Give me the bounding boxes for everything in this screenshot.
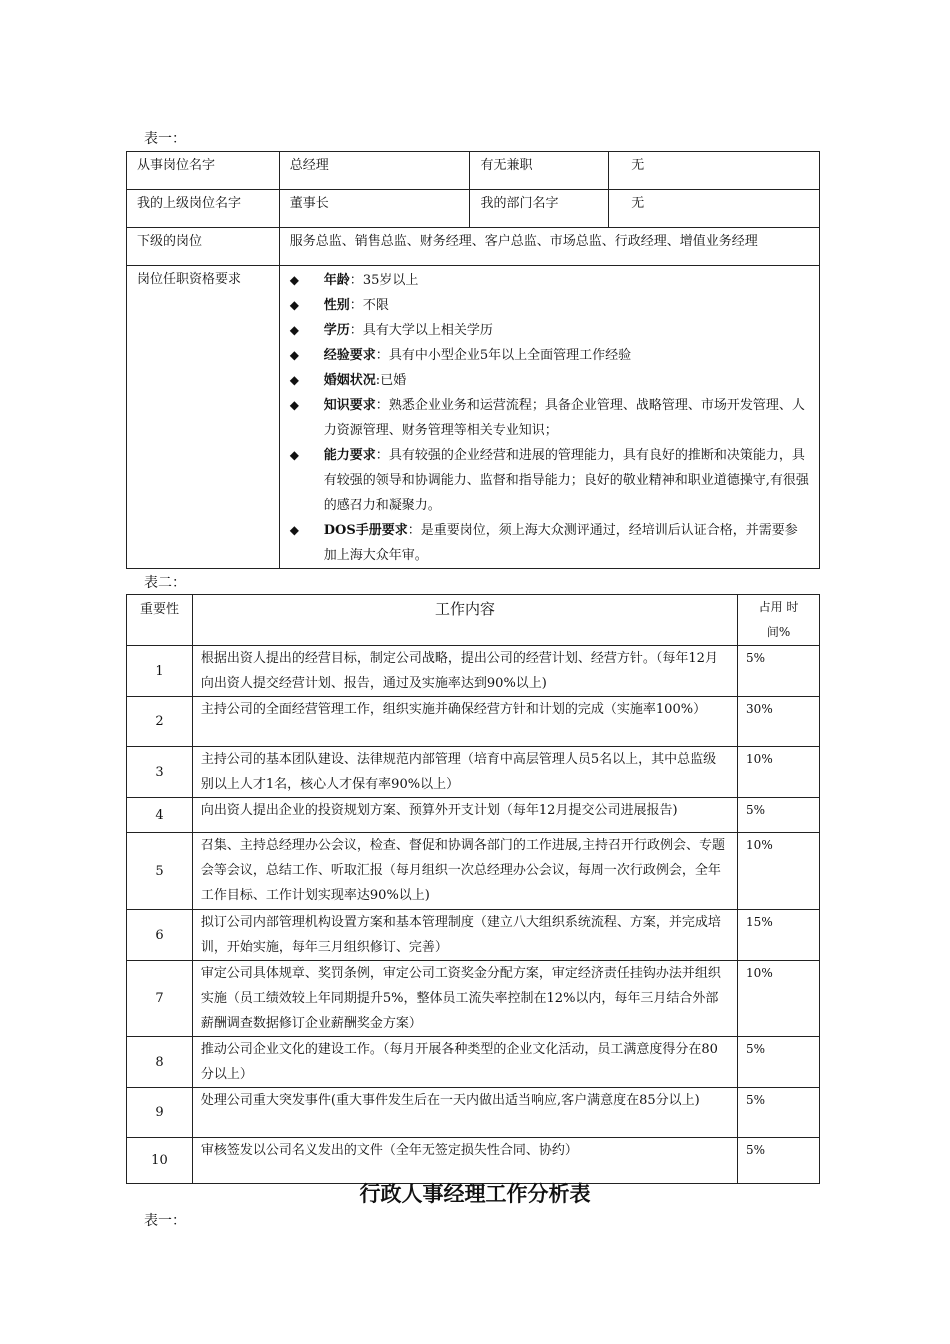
row-percent: 5% [738, 798, 820, 833]
table1-caption: 表一： [144, 131, 186, 147]
row-percent: 5% [738, 1138, 820, 1184]
department-label: 我的部门名字 [470, 190, 609, 228]
diamond-bullet-icon: ◆ [289, 448, 300, 462]
work-content-table [126, 594, 820, 1184]
row-percent: 5% [738, 1088, 820, 1138]
diamond-bullet-icon: ◆ [289, 323, 300, 337]
row-percent: 5% [738, 646, 820, 697]
table-row [127, 266, 820, 569]
job-title-label: 从事岗位名字 [127, 152, 280, 190]
row-content: 审定公司具体规章、奖罚条例，审定公司工资奖金分配方案，审定经济责任挂钩办法并组织实施（员工绩效较上年同期提升5%，整体员工流失率控制在12%以内，每年三月结合外部薪酬调查数据修订企业薪酬奖金方案） [192, 961, 737, 1037]
row-content: 审核签发以公司名义发出的文件（全年无签定损失性合同、协约） [192, 1138, 737, 1184]
list-item: ◆ 能力要求：具有较强的企业经营和进展的管理能力，具有良好的推断和决策能力，具有较强的领导和协调能力、监督和指导能力；良好的敬业精神和职业道德操守,有很强的感召力和凝聚力。 [290, 443, 809, 518]
table-row [127, 646, 820, 697]
row-percent: 10% [738, 833, 820, 910]
time-header: 占用 时间% [738, 595, 820, 646]
importance-header: 重要性 [127, 595, 193, 646]
diamond-bullet-icon: ◆ [289, 373, 300, 387]
table-row [127, 190, 820, 228]
table-row [127, 1037, 820, 1088]
row-percent: 10% [738, 747, 820, 798]
row-content: 主持公司的全面经营管理工作，组织实施并确保经营方针和计划的完成（实施率100%） [192, 697, 737, 747]
row-percent: 30% [738, 697, 820, 747]
diamond-bullet-icon: ◆ [289, 273, 300, 287]
row-content: 主持公司的基本团队建设、法律规范内部管理（培育中高层管理人员5名以上，其中总监级别以上人才1名，核心人才保有率90%以上） [192, 747, 737, 798]
row-content: 向出资人提出企业的投资规划方案、预算外开支计划（每年12月提交公司进展报告) [192, 798, 737, 833]
job-info-table [126, 151, 820, 569]
table-header-row [127, 595, 820, 646]
table-row [127, 961, 820, 1037]
row-content: 召集、主持总经理办公会议，检查、督促和协调各部门的工作进展,主持召开行政例会、专题会等会议，总结工作、听取汇报（每月组织一次总经理办公会议，每周一次行政例会，全年工作目标、工作计划实现率达90%以上) [192, 833, 737, 910]
table-row [127, 1088, 820, 1138]
row-percent: 10% [738, 961, 820, 1037]
part-time-value: 无 [609, 152, 820, 190]
list-item: ◆ 婚姻状况:已婚 [290, 368, 809, 393]
table-row [127, 747, 820, 798]
content-header: 工作内容 [192, 595, 737, 646]
row-number: 1 [127, 646, 193, 697]
table-row [127, 697, 820, 747]
subordinate-label: 下级的岗位 [127, 228, 280, 266]
row-content: 拟订公司内部管理机构设置方案和基本管理制度（建立八大组织系统流程、方案，并完成培训，开始实施，每年三月组织修订、完善） [192, 910, 737, 961]
qualifications-label: 岗位任职资格要求 [127, 266, 280, 569]
row-content: 处理公司重大突发事件(重大事件发生后在一天内做出适当响应,客户满意度在85分以上) [192, 1088, 737, 1138]
section-title: 行政人事经理工作分析表 [359, 1182, 591, 1206]
row-number: 10 [127, 1138, 193, 1184]
list-item: ◆ 学历：具有大学以上相关学历 [290, 318, 809, 343]
section2-table-caption: 表一： [144, 1213, 186, 1229]
diamond-bullet-icon: ◆ [289, 298, 300, 312]
row-percent: 15% [738, 910, 820, 961]
part-time-label: 有无兼职 [470, 152, 609, 190]
list-item: ◆ 性别：不限 [290, 293, 809, 318]
row-number: 8 [127, 1037, 193, 1088]
diamond-bullet-icon: ◆ [289, 398, 300, 412]
superior-value: 董事长 [279, 190, 470, 228]
qualifications-list [279, 266, 819, 569]
row-number: 2 [127, 697, 193, 747]
table-row [127, 798, 820, 833]
row-number: 7 [127, 961, 193, 1037]
row-number: 6 [127, 910, 193, 961]
row-number: 4 [127, 798, 193, 833]
table-row [127, 910, 820, 961]
diamond-bullet-icon: ◆ [289, 348, 300, 362]
list-item: ◆ DOS手册要求：是重要岗位，须上海大众测评通过，经培训后认证合格，并需要参加上海大众年审。 [290, 518, 809, 568]
table-row [127, 228, 820, 266]
row-content: 推动公司企业文化的建设工作。（每月开展各种类型的企业文化活动，员工满意度得分在80分以上） [192, 1037, 737, 1088]
list-item: ◆ 知识要求：熟悉企业业务和运营流程；具备企业管理、战略管理、市场开发管理、人力资源管理、财务管理等相关专业知识； [290, 393, 809, 443]
row-content: 根据出资人提出的经营目标，制定公司战略，提出公司的经营计划、经营方针。（每年12月向出资人提交经营计划、报告，通过及实施率达到90%以上) [192, 646, 737, 697]
department-value: 无 [609, 190, 820, 228]
list-item: ◆ 年龄：35岁以上 [290, 268, 809, 293]
job-title-value: 总经理 [279, 152, 470, 190]
row-number: 3 [127, 747, 193, 798]
subordinate-value: 服务总监、销售总监、财务经理、客户总监、市场总监、行政经理、增值业务经理 [279, 228, 819, 266]
row-number: 9 [127, 1088, 193, 1138]
superior-label: 我的上级岗位名字 [127, 190, 280, 228]
table-row [127, 833, 820, 910]
diamond-bullet-icon: ◆ [289, 523, 300, 537]
row-percent: 5% [738, 1037, 820, 1088]
list-item: ◆ 经验要求：具有中小型企业5年以上全面管理工作经验 [290, 343, 809, 368]
table2-caption: 表二： [144, 575, 186, 591]
table-row [127, 152, 820, 190]
table-row [127, 1138, 820, 1184]
row-number: 5 [127, 833, 193, 910]
